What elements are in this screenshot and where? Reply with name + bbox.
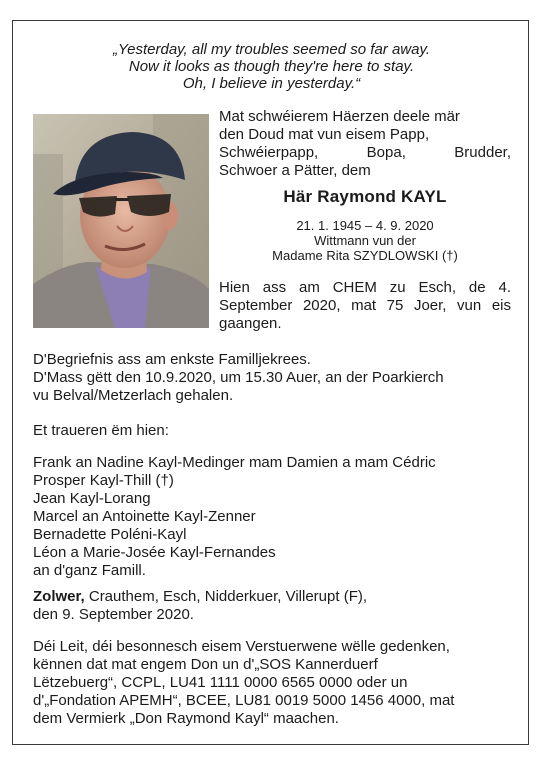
mourner-line: Léon a Marie-Josée Kayl-Fernandes: [33, 544, 276, 561]
donation-line: kënnen dat mat engem Don un d'„SOS Kannerduerf: [33, 656, 378, 673]
intro-line: den Doud mat vun eisem Papp,: [219, 126, 430, 143]
portrait-photo: [33, 114, 209, 328]
mourners-list: [33, 454, 523, 580]
funeral-info: [33, 351, 523, 405]
mourner-line: Marcel an Antoinette Kayl-Zenner: [33, 508, 256, 525]
intro-line: Mat schwéierem Häerzen deele mär: [219, 108, 460, 125]
mourner-line: Frank an Nadine Kayl-Medinger mam Damien a mam Cédric: [33, 454, 436, 471]
donation-line: dem Vermierk „Don Raymond Kayl“ maachen.: [33, 710, 339, 727]
death-line: gaangen.: [219, 315, 282, 332]
donation-line: Déi Leit, déi besonnesch eisem Verstuerwene wëlle gedenken,: [33, 638, 450, 655]
funeral-line: vu Belval/Metzerlach gehalen.: [33, 387, 234, 404]
mourner-line: Prosper Kayl-Thill (†): [33, 472, 174, 489]
mourner-line: Bernadette Poléni-Kayl: [33, 526, 187, 543]
funeral-line: D'Begriefnis ass am enkste Familljekrees.: [33, 351, 311, 368]
mourner-line: Jean Kayl-Lorang: [33, 490, 151, 507]
intro-line: Schwéierpapp, Bopa, Brudder,: [219, 144, 511, 161]
place-and-date: [33, 588, 523, 624]
date-line: den 9. September 2020.: [33, 606, 194, 623]
obituary-card: [12, 20, 529, 745]
deceased-name: Här Raymond KAYL: [283, 187, 447, 206]
donation-info: [33, 638, 523, 728]
quote-line: Oh, I believe in yesterday.“: [182, 75, 361, 92]
place-line: [33, 588, 523, 606]
donation-line: Lëtzebuerg“, CCPL, LU41 1111 0000 6565 0000 oder un: [33, 674, 408, 691]
mourner-line: an d'ganz Famill.: [33, 562, 146, 579]
town-name: Zolwer,: [33, 588, 85, 605]
death-notice: [219, 279, 511, 333]
quote-line: Now it looks as though they're here to stay.: [128, 58, 415, 75]
death-line: September 2020, mat 75 Joer, vun eis: [219, 297, 511, 314]
spouse-line: Madame Rita SZYDLOWSKI (†): [272, 248, 458, 263]
mourners-intro: Et traueren ëm hien:: [33, 422, 169, 439]
other-towns: Crauthem, Esch, Nidderkuer, Villerupt (F),: [84, 588, 368, 605]
widower-line: Wittmann vun der: [314, 233, 416, 248]
life-dates: 21. 1. 1945 – 4. 9. 2020: [296, 218, 434, 233]
quote-line: „Yesterday, all my troubles seemed so far away.: [112, 41, 431, 58]
donation-line: d'„Fondation APEMH“, BCEE, LU81 0019 5000 1456 4000, mat: [33, 692, 455, 709]
intro-line: Schwoer a Pätter, dem: [219, 162, 371, 179]
funeral-line: D'Mass gëtt den 10.9.2020, um 15.30 Auer, an der Poarkierch: [33, 369, 444, 386]
death-line: Hien ass am CHEM zu Esch, de 4.: [219, 279, 511, 296]
beatles-quote: [33, 41, 510, 92]
life-dates-block: [219, 218, 511, 263]
intro-text: [219, 108, 511, 180]
